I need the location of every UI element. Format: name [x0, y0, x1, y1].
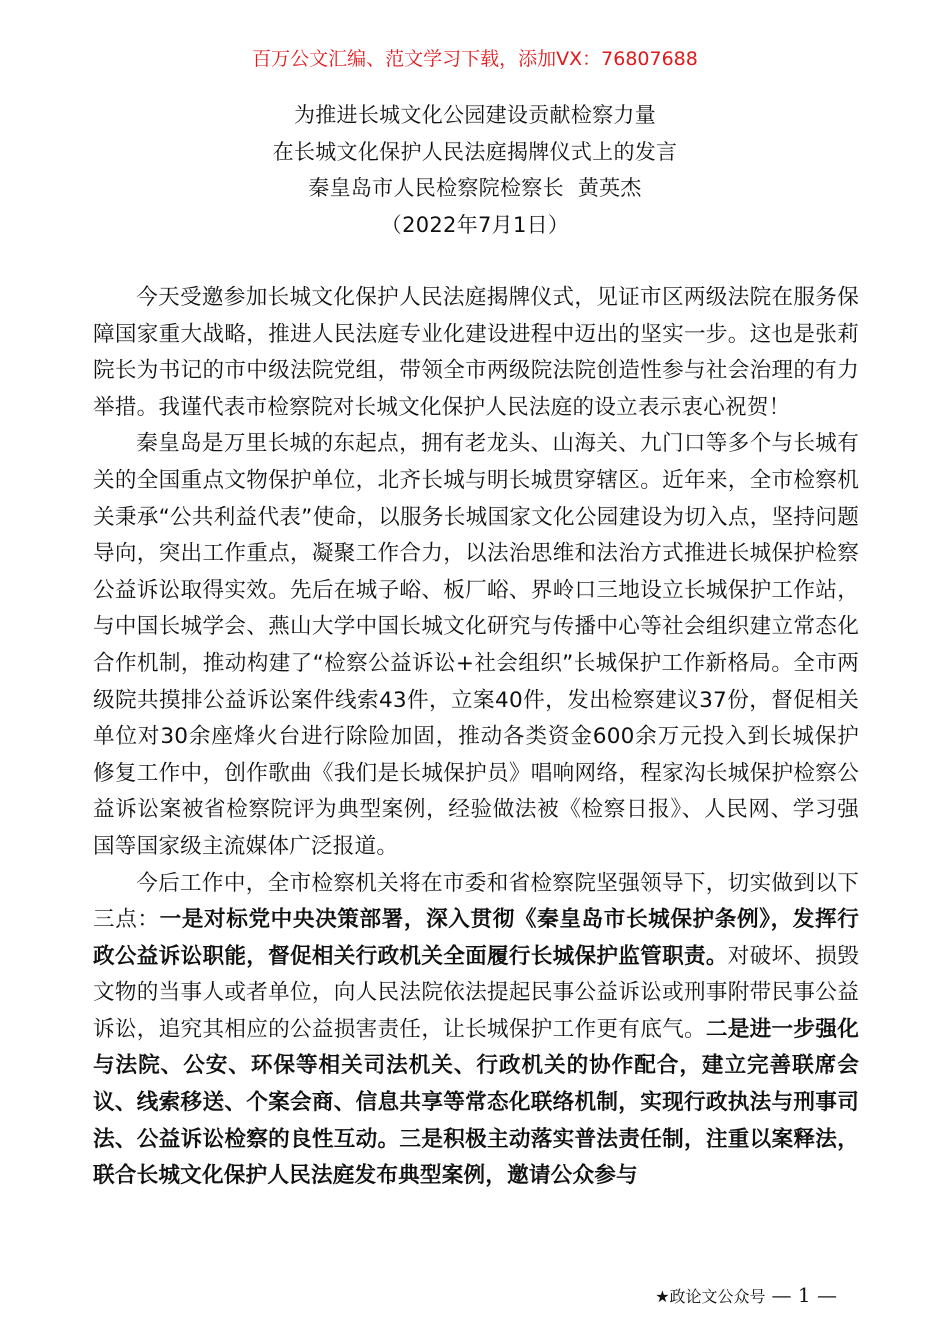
page-number: — 1 — [771, 1283, 837, 1307]
document-subtitle: 在长城文化保护人民法庭揭牌仪式上的发言 [272, 139, 678, 164]
paragraph-2: 秦皇岛是万里长城的东起点，拥有老龙头、山海关、九门口等多个与长城有关的全国重点文物保护单位，北齐长城与明长城贯穿辖区。近年来，全市检察机关秉承“公共利益代表”使命，以服务长城国家文化公园建设为切入点，坚持问题导向，突出工作重点，凝聚工作合力，以法治思维和法治方式推进长城保护检察公益诉讼取得实效。先后在城子峪、板厂峪、界岭口三地设立长城保护工作站，与中国长城学会、燕山大学中国长城文化研究与传播中心等社会组织建立常态化合作机制，推动构建了“检察公益诉讼+社会组织”长城保护工作新格局。全市两级院共摸排公益诉讼案件线索43件，立案40件，发出检察建议37份，督促相关单位对30余座烽火台进行除险加固，推动各类资金600余万元投入到长城保护修复工作中，创作歌曲《我们是长城保护员》唱响网络，程家沟长城保护检察公益诉讼案被省检察院评为典型案例，经验做法被《检察日报》、人民网、学习强国等国家级主流媒体广泛报道。 [93, 431, 859, 859]
document-title: 为推进长城文化公园建设贡献检察力量 [293, 103, 657, 127]
document-body [93, 280, 859, 1195]
point-one-text: 对破坏、损毁文物的当事人或者单位，向人民法院依法提起民事公益诉讼或刑事附带民事公益诉讼，追究其相应的公益损害责任，让长城保护工作更有底气。 [93, 943, 859, 1042]
document-header [0, 97, 950, 243]
point-one-bold: 一是对标党中央决策部署，深入贯彻《秦皇岛市长城保护条例》，发挥行政公益诉讼职能，督促相关行政机关全面履行长城保护监管职责。 [93, 907, 859, 969]
paragraph-3-intro: 今后工作中，全市检察机关将在市委和省检察院坚强领导下，切实做到以下三点： [93, 870, 859, 933]
paragraph-3 [93, 866, 859, 1195]
speech-date: （2022年7月1日） [380, 212, 570, 237]
page-footer [655, 1280, 837, 1312]
paragraph-1: 今天受邀参加长城文化保护人民法庭揭牌仪式，见证市区两级法院在服务保障国家重大战略，推进人民法庭专业化建设进程中迈出的坚实一步。这也是张莉院长为书记的市中级法院党组，带领全市两级院法院创造性参与社会治理的有力举措。我谨代表市检察院对长城文化保护人民法庭的设立表示衷心祝贺！ [93, 285, 859, 420]
banner-text: 百万公文汇编、范文学习下载，添加VX：76807688 [252, 48, 698, 70]
footer-label: ★政论文公众号 [655, 1287, 766, 1306]
speaker-line: 秦皇岛市人民检察院检察长 黄英杰 [308, 176, 642, 200]
points-two-three-bold: 二是进一步强化与法院、公安、环保等相关司法机关、行政机关的协作配合，建立完善联席会议、线索移送、个案会商、信息共享等常态化联络机制，实现行政执法与刑事司法、公益诉讼检察的良性互动。三是积极主动落实普法责任制，注重以案释法，联合长城文化保护人民法庭发布典型案例，邀请公众参与 [93, 1016, 859, 1189]
